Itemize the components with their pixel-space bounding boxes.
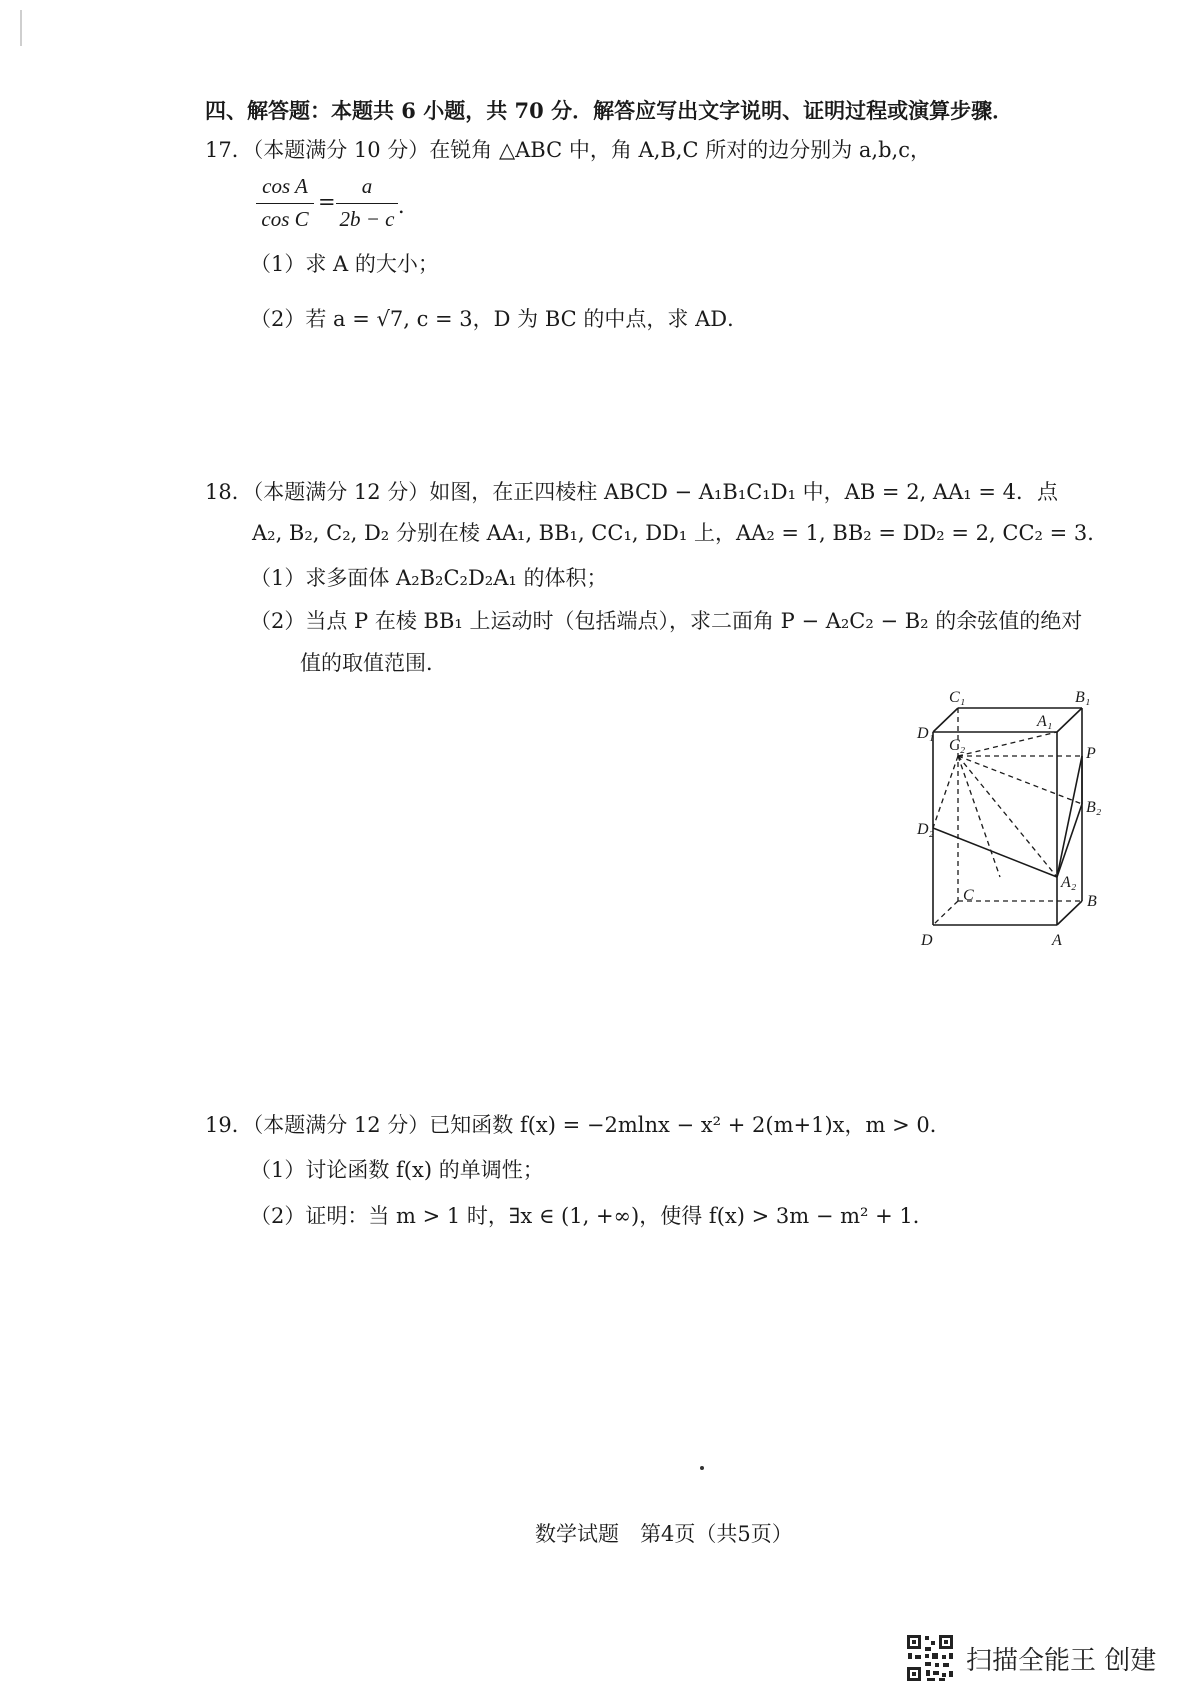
edge-c1-d1 [933, 708, 958, 732]
q17-stem: 17．（本题满分 10 分）在锐角 △ABC 中，角 A,B,C 所对的边分别为 a,b,c， [205, 138, 931, 162]
label-a1: A₁ [1037, 713, 1053, 730]
q19-part2: （2）证明：当 m > 1 时，∃x ∈ (1, +∞)，使得 f(x) > 3m − m² + 1． [250, 1204, 934, 1228]
dashed-c2-d2 [933, 756, 958, 828]
q17-frac-left-numerator: cos A [262, 174, 308, 198]
label-a: A [1052, 932, 1062, 949]
q18-part2-cont: 值的取值范围． [300, 651, 447, 675]
label-c2: C₂ [949, 737, 966, 754]
q17-part1: （1）求 A 的大小； [250, 252, 439, 276]
scanner-brand-text: 扫描全能王 创建 [966, 1646, 1157, 1676]
q18-part1: （1）求多面体 A₂B₂C₂D₂A₁ 的体积； [250, 566, 608, 590]
label-c1: C₁ [949, 689, 966, 706]
scan-edge-mark [20, 10, 22, 46]
prism-figure [917, 688, 1105, 950]
q17-part2: （2）若 a = √7, c = 3，D 为 BC 的中点，求 AD． [250, 307, 749, 331]
line-d2-a2 [933, 828, 1057, 877]
page-footer: 数学试题 第4页（共5页） [535, 1522, 793, 1546]
label-d2: D₂ [917, 821, 935, 838]
dashed-c2-mid [958, 756, 1000, 877]
dashed-c2-b2 [958, 756, 1082, 804]
dashed-c2-a1 [958, 732, 1057, 756]
q18-stem: 18．（本题满分 12 分）如图，在正四棱柱 ABCD − A₁B₁C₁D₁ 中，AB = 2, AA₁ = 4．点 [205, 480, 1058, 504]
edge-b1-a1 [1057, 708, 1082, 732]
label-c: C [963, 887, 974, 904]
q19-part1: （1）讨论函数 f(x) 的单调性； [250, 1158, 544, 1182]
q19-stem: 19．（本题满分 12 分）已知函数 f(x) = −2mlnx − x² + 2(m+1)x，m > 0． [205, 1113, 951, 1137]
stray-dot [700, 1466, 704, 1470]
label-d: D [921, 932, 933, 949]
hidden-edge-c-d [933, 901, 958, 925]
label-b2: B₂ [1086, 799, 1102, 816]
q18-part2: （2）当点 P 在棱 BB₁ 上运动时（包括端点），求二面角 P − A₂C₂ − B₂ 的余弦值的绝对 [250, 609, 1083, 633]
label-b: B [1087, 893, 1097, 910]
label-d1: D₁ [917, 725, 935, 742]
q17-frac-right-bar [336, 203, 398, 204]
q17-frac-right-numerator: a [361, 174, 373, 198]
dashed-c2-a2 [958, 756, 1057, 877]
edge-a-b [1057, 901, 1082, 925]
q18-stem-cont: A₂, B₂, C₂, D₂ 分别在棱 AA₁, BB₁, CC₁, DD₁ 上，AA₂ = 1, BB₂ = DD₂ = 2, CC₂ = 3． [252, 521, 1109, 545]
label-p: P [1086, 745, 1096, 762]
qr-code-icon [905, 1633, 955, 1683]
prism-diagram [917, 688, 1105, 950]
q17-frac-right-denominator: 2b − c [339, 207, 395, 231]
q17-frac-left-bar [256, 203, 314, 204]
q17-frac-left-denominator: cos C [261, 207, 309, 231]
label-b1: B₁ [1075, 689, 1091, 706]
q17-equals-sign: = [318, 190, 336, 214]
q17-period: ． [398, 194, 419, 218]
label-a2: A₂ [1061, 874, 1077, 891]
section-heading: 四、解答题：本题共 6 小题，共 70 分．解答应写出文字说明、证明过程或演算步骤． [205, 98, 1014, 123]
